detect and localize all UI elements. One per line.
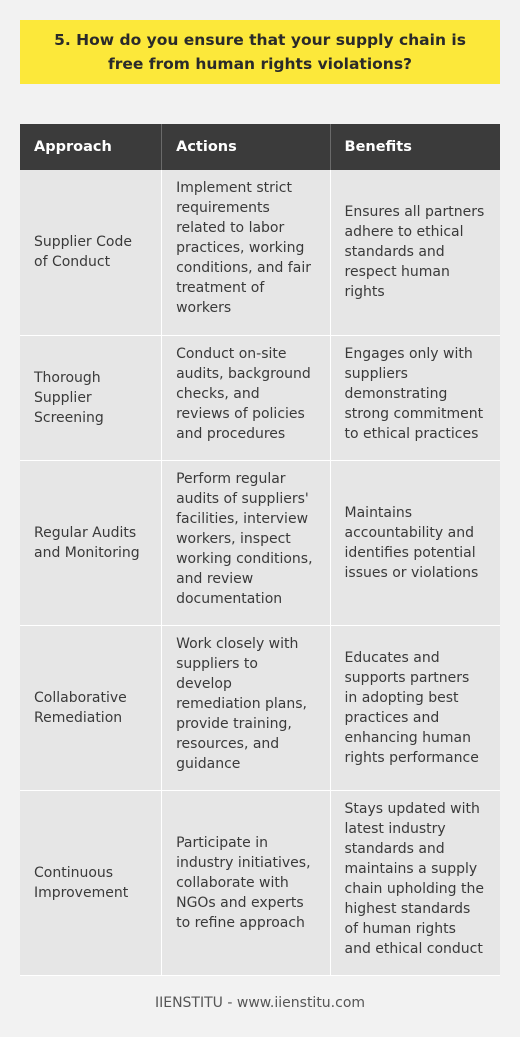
cell-benefits: Maintains accountability and identifies potential issues or violations [330, 460, 500, 625]
cell-approach: Regular Audits and Monitoring [20, 460, 162, 625]
cell-approach: Supplier Code of Conduct [20, 170, 162, 335]
table-row [20, 335, 500, 460]
cell-approach: Collaborative Remediation [20, 625, 162, 790]
approach-table [20, 124, 500, 976]
cell-approach: Thorough Supplier Screening [20, 335, 162, 460]
table-header-row [20, 124, 500, 170]
header-approach: Approach [20, 124, 162, 170]
cell-benefits: Engages only with suppliers demonstrating strong commitment to ethical practices [330, 335, 500, 460]
cell-actions: Work closely with suppliers to develop remediation plans, provide training, resources, and guidance [162, 625, 330, 790]
cell-benefits: Educates and supports partners in adopting best practices and enhancing human rights performance [330, 625, 500, 790]
table-row [20, 790, 500, 975]
table-row [20, 460, 500, 625]
cell-actions: Perform regular audits of suppliers' facilities, interview workers, inspect working conditions, and review documentation [162, 460, 330, 625]
cell-actions: Conduct on-site audits, background checks, and reviews of policies and procedures [162, 335, 330, 460]
cell-actions: Participate in industry initiatives, collaborate with NGOs and experts to refine approach [162, 790, 330, 975]
page-title: 5. How do you ensure that your supply chain is free from human rights violations? [54, 31, 466, 73]
table-row [20, 170, 500, 335]
cell-benefits: Stays updated with latest industry standards and maintains a supply chain upholding the highest standards of human rights and ethical conduct [330, 790, 500, 975]
footer-credit: IIENSTITU - www.iienstitu.com [154, 995, 366, 1011]
header-benefits: Benefits [330, 124, 500, 170]
table-row [20, 625, 500, 790]
title-banner [20, 20, 500, 84]
cell-approach: Continuous Improvement [20, 790, 162, 975]
cell-benefits: Ensures all partners adhere to ethical standards and respect human rights [330, 170, 500, 335]
cell-actions: Implement strict requirements related to labor practices, working conditions, and fair treatment of workers [162, 170, 330, 335]
header-actions: Actions [162, 124, 330, 170]
